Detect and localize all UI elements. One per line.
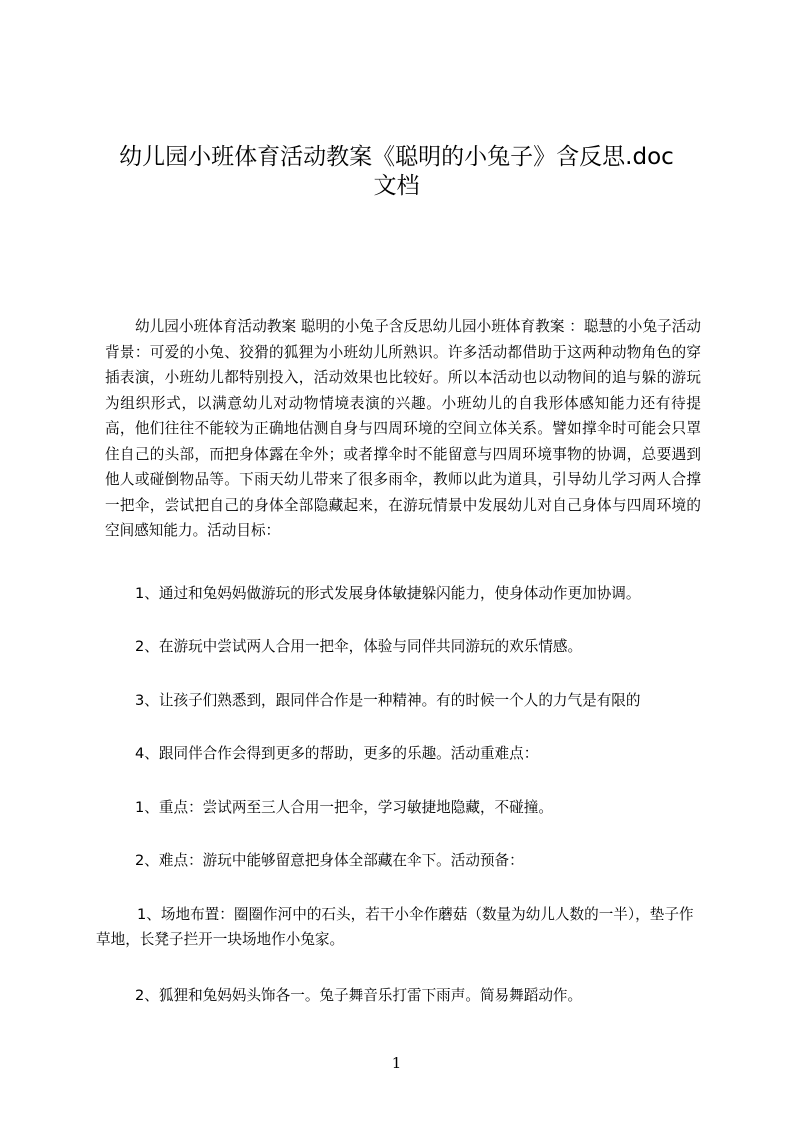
page-number: 1 xyxy=(391,1054,402,1072)
intro-paragraph: 幼儿园小班体育活动教案 聪明的小兔子含反思幼儿园小班体育教案 ：聪慧的小兔子活动背景：可爱的小兔、狡猾的狐狸为小班幼儿所熟识。许多活动都借助于这两种动物角色的穿插表演，小班幼儿都特别投入，活动效果也比较好。所以本活动也以动物间的追与躲的游玩为组织形式，以满意幼儿对动物情境表演的兴趣。小班幼儿的自我形体感知能力还有待提高，他们往往不能较为正确地估测自身与四周环境的空间立体关系。譬如撑伞时可能会只罩住自己的头部，而把身体露在伞外；或者撑伞时不能留意与四周环境事物的协调，总要遇到他人或碰倒物品等。下雨天幼儿带来了很多雨伞，教师以此为道具，引导幼儿学习两人合撑一把伞，尝试把自己的身体全部隐藏起来，在游玩情景中发展幼儿对自己身体与四周环境的空间感知能力。活动目标： xyxy=(105,318,701,539)
goal-item-3: 3、让孩子们熟悉到，跟同伴合作是一种精神。有的时候一个人的力气是有限的 xyxy=(135,692,641,709)
key-point-item: 1、重点：尝试两至三人合用一把伞，学习敏捷地隐藏，不碰撞。 xyxy=(135,799,553,816)
difficulty-item: 2、难点：游玩中能够留意把身体全部藏在伞下。活动预备： xyxy=(135,852,524,869)
goal-item-2: 2、在游玩中尝试两人合用一把伞，体验与同伴共同游玩的欢乐情感。 xyxy=(135,638,583,655)
document-title xyxy=(60,143,733,201)
title-line-1: 幼儿园小班体育活动教案《聪明的小兔子》含反思.doc xyxy=(119,144,674,170)
prep-item-1: 1、场地布置：圈圈作河中的石头，若干小伞作蘑菇（数量为幼儿人数的一半），垫子作草地，长凳子拦开一块场地作小兔家。 xyxy=(96,906,694,948)
goal-item-1: 1、通过和兔妈妈做游玩的形式发展身体敏捷躲闪能力，使身体动作更加协调。 xyxy=(135,585,641,602)
prep-item-2: 2、狐狸和兔妈妈头饰各一。兔子舞音乐打雷下雨声。简易舞蹈动作。 xyxy=(135,987,583,1004)
goal-item-4: 4、跟同伴合作会得到更多的帮助，更多的乐趣。活动重难点： xyxy=(135,745,539,762)
title-line-2: 文档 xyxy=(373,173,420,199)
